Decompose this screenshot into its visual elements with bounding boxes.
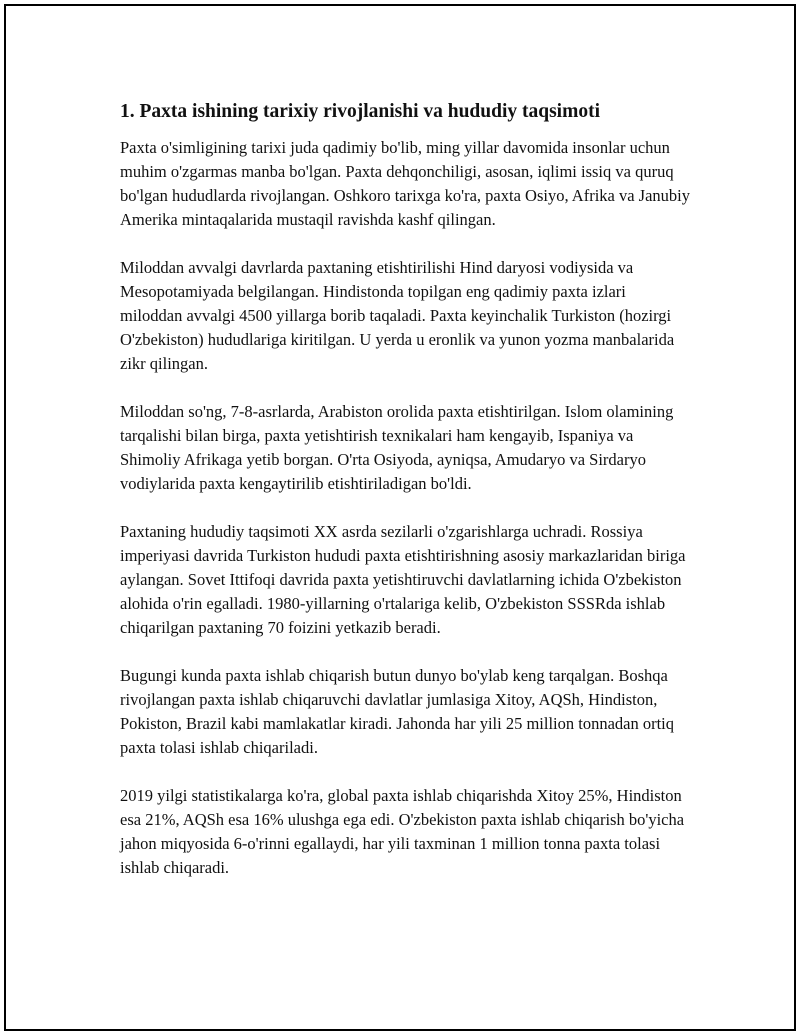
paragraph-2: Miloddan avvalgi davrlarda paxtaning etishtirilishi Hind daryosi vodiysida va Mesopotamiyada belgilangan. Hindistonda topilgan eng qadimiy paxta izlari miloddan avvalgi 4500 yillarga borib taqaladi. Paxta keyinchalik Turkiston (hozirgi O'zbekiston) hududlariga kiritilgan. U yerda u eronlik va yunon yozma manbalarida zikr qilingan.	[120, 258, 675, 373]
paragraph-4: Paxtaning hududiy taqsimoti XX asrda sezilarli o'zgarishlarga uchradi. Rossiya imperiyasi davrida Turkiston hududi paxta etishtirishning asosiy markazlaridan biriga aylangan. Sovet Ittifoqi davrida paxta yetishtiruvchi davlatlarning ichida O'zbekiston alohida o'rin egalladi. 1980-yillarning o'rtalariga kelib, O'zbekiston SSSRda ishlab chiqarilgan paxtaning 70 foizini yetkazib beradi.	[120, 522, 686, 637]
paragraph-5: Bugungi kunda paxta ishlab chiqarish butun dunyo bo'ylab keng tarqalgan. Boshqa rivojlangan paxta ishlab chiqaruvchi davlatlar jumlasiga Xitoy, AQSh, Hindiston, Pokiston, Brazil kabi mamlakatlar kiradi. Jahonda har yili 25 million tonnadan ortiq paxta tolasi ishlab chiqariladi.	[120, 666, 675, 757]
paragraph-3: Miloddan so'ng, 7-8-asrlarda, Arabiston orolida paxta etishtirilgan. Islom olamining tarqalishi bilan birga, paxta yetishtirish texnikalari ham kengayib, Ispaniya va Shimoliy Afrikaga yetib borgan. O'rta Osiyoda, ayniqsa, Amudaryo va Sirdaryo vodiylarida paxta kengaytirilib etishtiriladigan bo'ldi.	[120, 402, 674, 493]
paragraph-6: 2019 yilgi statistikalarga ko'ra, global paxta ishlab chiqarishda Xitoy 25%, Hindiston esa 21%, AQSh esa 16% ulushga ega edi. O'zbekiston paxta ishlab chiqarish bo'yicha jahon miqyosida 6-o'rinni egallaydi, har yili taxminan 1 million tonna paxta tolasi ishlab chiqaradi.	[120, 786, 685, 877]
page-border	[4, 4, 796, 1031]
document-body	[120, 98, 692, 904]
paragraph-1: Paxta o'simligining tarixi juda qadimiy bo'lib, ming yillar davomida insonlar uchun muhim o'zgarmas manba bo'lgan. Paxta dehqonchiligi, asosan, iqlimi issiq va quruq bo'lgan hududlarda rivojlangan. Oshkoro tarixga ko'ra, paxta Osiyo, Afrika va Janubiy Amerika mintaqalarida mustaqil ravishda kashf qilingan.	[120, 138, 691, 229]
section-heading: 1. Paxta ishining tarixiy rivojlanishi va hududiy taqsimoti	[120, 101, 601, 122]
